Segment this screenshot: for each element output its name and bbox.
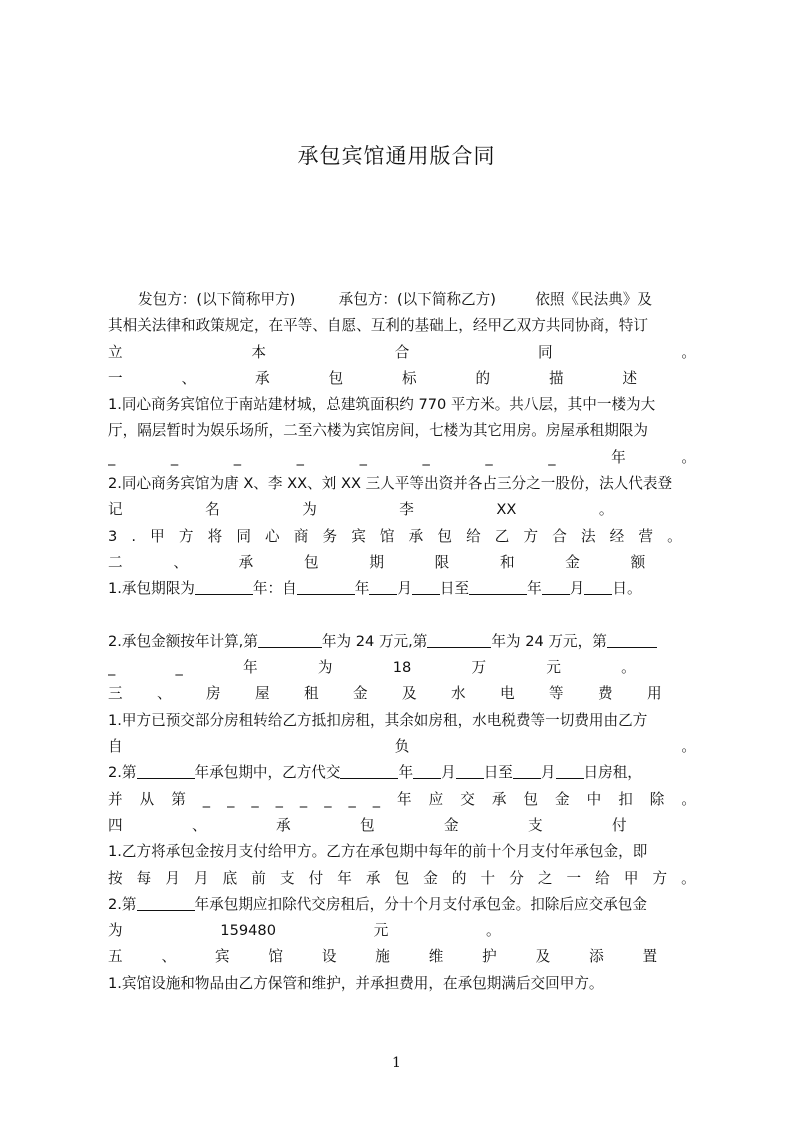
blank-field [195, 579, 253, 595]
document-title: 承包宾馆通用版合同 [297, 144, 496, 168]
section-3-item-1-line-1: 1.甲方已预交部分房租转给乙方抵扣房租，其余如房租，水电税费等一切费用由乙方 [108, 711, 648, 729]
section-2-item-2-line-2: _ _ 年 为 18 万 元 。 [108, 659, 636, 677]
intro-line-2: 其相关法律和政策规定，在平等、自愿、互利的基础上，经甲乙双方共同协商，特订 [108, 317, 648, 335]
blank-field [340, 763, 398, 779]
section-3-item-2: 2.第 年承包期中，乙方代交 年 月 日至 月 日房租， [108, 764, 642, 782]
contract-body [108, 287, 696, 997]
blank-field [297, 579, 355, 595]
section-4-item-2: 2.第 年承包期应扣除代交房租后，分十个月支付承包金。扣除后应交承包金 [108, 895, 647, 913]
section-2-item-2: 2.承包金额按年计算,第 年为 24 万元,第 年为 24 万元，第 [108, 629, 696, 655]
section-2-item-1: 1.承包期限为 年：自 年 月 日至 年 月 日。 [108, 580, 642, 598]
intro-law-text: 依照《民法典》及 [535, 291, 652, 308]
blank-field [556, 763, 584, 779]
contractor-label: 承包方：(以下简称乙方) [338, 291, 496, 308]
section-1-item-1-line-1: 1.同心商务宾馆位于南站建材城，总建筑面积约 770 平方米。共八层，其中一楼为大 [108, 396, 656, 414]
blank-field [607, 632, 657, 648]
blank-field [412, 579, 440, 595]
section-4-item-1-line-1: 1.乙方将承包金按月支付给甲方。乙方在承包期中每年的前十个月支付年承包金，即 [108, 843, 648, 861]
section-4-item-1-line-2: 按 每 月 月 底 前 支 付 年 承 包 金 的 十 分 之 一 给 甲 方 。 [108, 869, 696, 887]
blank-field [137, 763, 195, 779]
blank-field [137, 895, 195, 911]
intro-line-3: 立 本 合 同 。 [108, 343, 696, 361]
blank-field [542, 579, 570, 595]
blank-field [584, 579, 612, 595]
blank-field [427, 632, 491, 648]
intro-line-1 [108, 287, 696, 313]
section-1-item-2-line-1: 2.同心商务宾馆为唐 X、李 XX、刘 XX 三人平等出资并各占三分之一股份，法人代表登 [108, 475, 673, 493]
spacer [108, 603, 696, 629]
page-number: 1 [392, 1055, 401, 1071]
section-4-item-2-line-2: 为 159480 元 。 [108, 922, 501, 940]
blank-field [258, 632, 322, 648]
section-5-heading: 五 、 宾 馆 设 施 维 护 及 添 置 [108, 948, 658, 966]
blank-field [469, 579, 527, 595]
blank-field [413, 763, 441, 779]
section-1-item-1-line-2: 厅，隔层暂时为娱乐场所，二至六楼为宾馆房间，七楼为其它用房。房屋承租期限为 [108, 422, 648, 440]
section-5-item-1: 1.宾馆设施和物品由乙方保管和维护，并承担费用，在承包期满后交回甲方。 [108, 974, 604, 992]
section-3-heading: 三 、 房 屋 租 金 及 水 电 等 费 用 [108, 685, 662, 703]
section-2-heading: 二 、 承 包 期 限 和 金 额 [108, 553, 646, 571]
employer-label: 发包方：(以下简称甲方) [138, 291, 296, 308]
blank-field [513, 763, 541, 779]
section-4-heading: 四 、 承 包 金 支 付 [108, 816, 627, 834]
section-1-heading: 一 、 承 包 标 的 描 述 [108, 369, 638, 387]
section-1-item-2-line-2: 记 名 为 李 XX 。 [108, 501, 614, 519]
section-1-item-3: 3 . 甲 方 将 同 心 商 务 宾 馆 承 包 给 乙 方 合 法 经 营 。 [108, 527, 682, 545]
section-3-item-2-line-2: 并 从 第 _ _ _ _ _ _ _ _ 年 应 交 承 包 金 中 扣 除 。 [108, 790, 696, 808]
section-1-item-1-line-3: _ _ _ _ _ _ _ _ 年 。 [108, 448, 696, 466]
blank-field [456, 763, 484, 779]
section-3-item-1-line-2: 自 负 。 [108, 738, 696, 756]
blank-field [369, 579, 397, 595]
